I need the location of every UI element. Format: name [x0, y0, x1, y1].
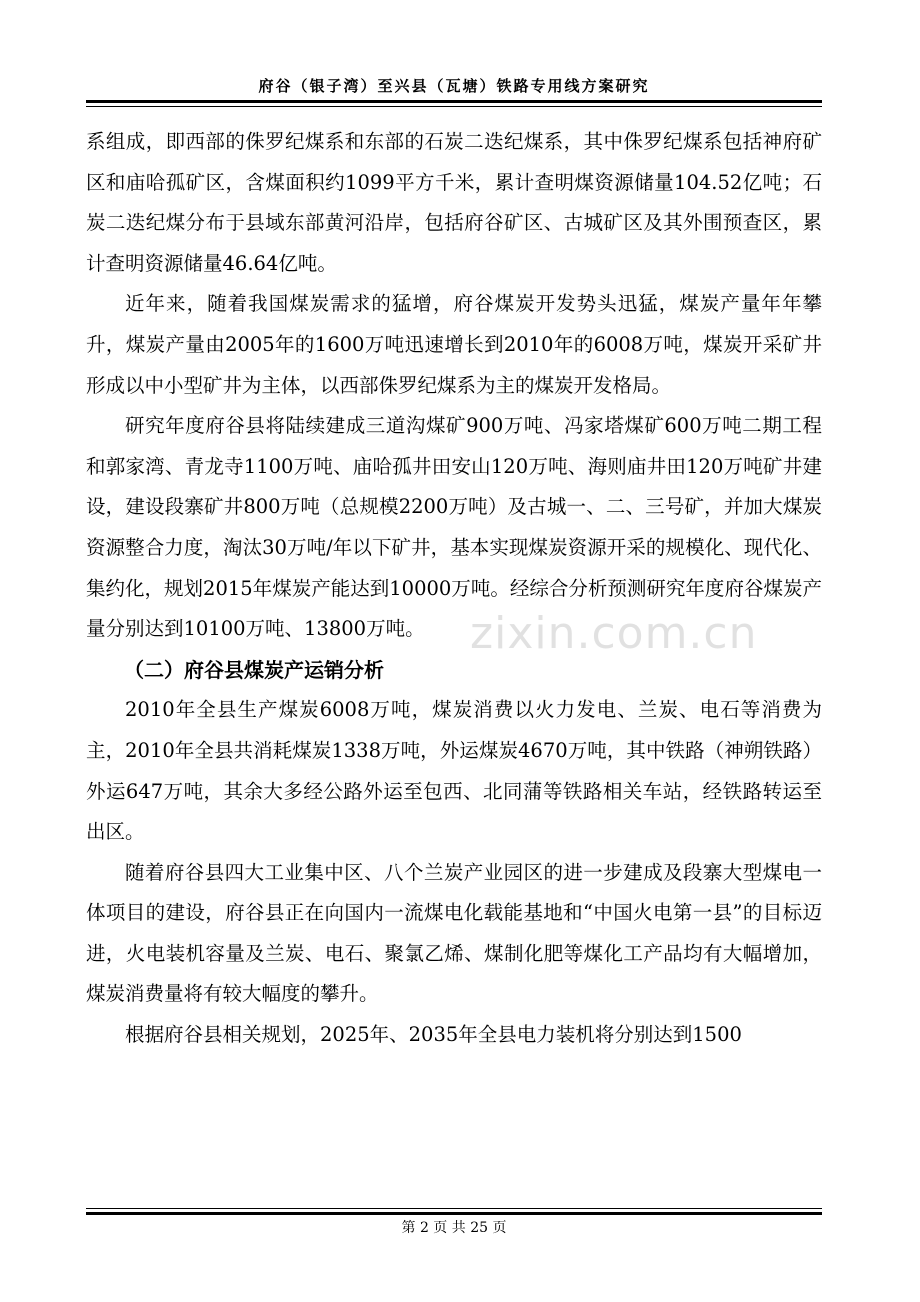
running-header: 府谷（银子湾）至兴县（瓦塘）铁路专用线方案研究 — [258, 77, 650, 95]
paragraph-continued: 系组成，即西部的侏罗纪煤系和东部的石炭二迭纪煤系，其中侏罗纪煤系包括神府矿区和庙哈孤矿区，含煤面积约1099平方千米，累计查明煤资源储量104.52亿吨；石炭二迭纪煤分布于县域东部黄河沿岸，包括府谷矿区、古城矿区及其外围预查区，累计查明资源储量46.64亿吨。 — [86, 130, 822, 275]
paragraph-2010-transport: 2010年全县生产煤炭6008万吨，煤炭消费以火力发电、兰炭、电石等消费为主，2010年全县共消耗煤炭1338万吨，外运煤炭4670万吨，其中铁路（神朔铁路）外运647万吨，其余大多经公路外运至包西、北同蒲等铁路相关车站，经铁路转运至出区。 — [86, 698, 822, 844]
paragraph-power-plan: 根据府谷县相关规划，2025年、2035年全县电力装机将分别达到1500 — [125, 1023, 742, 1047]
paragraph-industrial-development: 随着府谷县四大工业集中区、八个兰炭产业园区的进一步建成及段寨大型煤电一体项目的建设，府谷县正在向国内一流煤电化载能基地和“中国火电第一县”的目标迈进，火电装机容量及兰炭、电石、聚氯乙烯、煤制化肥等煤化工产品均有大幅增加，煤炭消费量将有较大幅度的攀升。 — [86, 860, 822, 1006]
body-text — [86, 122, 822, 1056]
paragraph-coal-production: 近年来，随着我国煤炭需求的猛增，府谷煤炭开发势头迅猛，煤炭产量年年攀升，煤炭产量由2005年的1600万吨迅速增长到2010年的6008万吨，煤炭开采矿井形成以中小型矿井为主体，以西部侏罗纪煤系为主的煤炭开发格局。 — [86, 292, 822, 397]
header-rule-thick — [86, 100, 822, 103]
header-rule-thin — [86, 106, 822, 107]
page-number: 第 2 页 共 25 页 — [401, 1220, 507, 1236]
watermark: zixin.com.cn — [470, 608, 758, 659]
section-heading: （二）府谷县煤炭产运销分析 — [124, 657, 384, 682]
footer-rule-thick — [86, 1212, 822, 1215]
footer-rule-thin — [86, 1208, 822, 1209]
paragraph-mine-construction: 研究年度府谷县将陆续建成三道沟煤矿900万吨、冯家塔煤矿600万吨二期工程和郭家湾、青龙寺1100万吨、庙哈孤井田安山120万吨、海则庙井田120万吨矿井建设，建设段寨矿井800万吨（总规模2200万吨）及古城一、二、三号矿，并加大煤炭资源整合力度，淘汰30万吨/年以下矿井，基本实现煤炭资源开采的规模化、现代化、集约化，规划2015年煤炭产能达到10000万吨。经综合分析预测研究年度府谷煤炭产量分别达到10100万吨、13800万吨。 — [86, 414, 822, 641]
